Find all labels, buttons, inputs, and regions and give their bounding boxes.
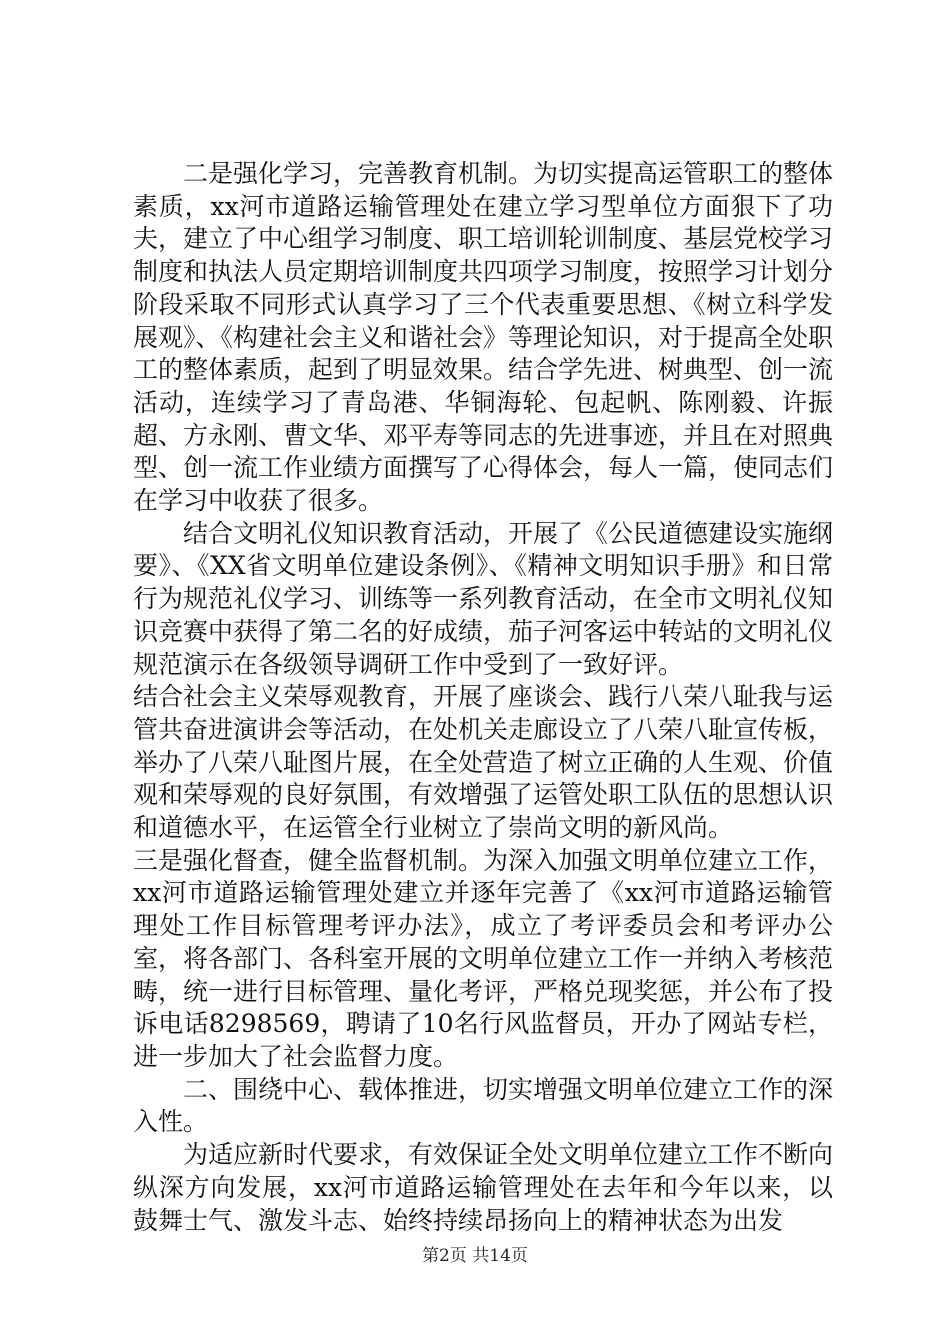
- paragraph-etiquette-education: 结合文明礼仪知识教育活动，开展了《公民道德建设实施纲要》、《XX省文明单位建设条例》、《精神文明知识手册》和日常行为规范礼仪学习、训练等一系列教育活动，在全市文明礼仪知识竞赛中获得了第二名的好成绩，茄子河客运中转站的文明礼仪规范演示在各级领导调研工作中受到了一致好评。: [133, 518, 834, 679]
- page-footer: 第2页 共14页: [422, 1246, 528, 1266]
- paragraph-strengthen-learning: 二是强化学习，完善教育机制。为切实提高运管职工的整体素质，xx河市道路运输管理处在建立学习型单位方面狠下了功夫，建立了中心组学习制度、职工培训轮训制度、基层党校学习制度和执法人员定期培训制度共四项学习制度，按照学习计划分阶段采取不同形式认真学习了三个代表重要思想、《树立科学发展观》、《构建社会主义和谐社会》等理论知识，对于提高全处职工的整体素质，起到了明显效果。结合学先进、树典型、创一流活动，连续学习了青岛港、华铜海轮、包起帆、陈刚毅、许振超、方永刚、曹文华、邓平寿等同志的先进事迹，并且在对照典型、创一流工作业绩方面撰写了心得体会，每人一篇，使同志们在学习中收获了很多。: [133, 159, 834, 516]
- paragraph-strengthen-supervision: 三是强化督查，健全监督机制。为深入加强文明单位建立工作，xx河市道路运输管理处建立并逐年完善了《xx河市道路运输管理处工作目标管理考评办法》，成立了考评委员会和考评办公室，将各部门、各科室开展的文明单位建立工作一并纳入考核范畴，统一进行目标管理、量化考评，严格兑现奖惩，并公布了投诉电话8298569，聘请了10名行风监督员，开办了网站专栏，进一步加大了社会监督力度。: [133, 845, 834, 1071]
- section-heading-two: 二、围绕中心、载体推进，切实增强文明单位建立工作的深入性。: [133, 1074, 834, 1137]
- paragraph-new-era-requirements: 为适应新时代要求，有效保证全处文明单位建立工作不断向纵深方向发展，xx河市道路运输管理处在去年和今年以来，以鼓舞士气、激发斗志、始终持续昂扬向上的精神状态为出发: [133, 1140, 834, 1235]
- paragraph-honor-disgrace-education: 结合社会主义荣辱观教育，开展了座谈会、践行八荣八耻我与运管共奋进演讲会等活动，在处机关走廊设立了八荣八耻宣传板，举办了八荣八耻图片展，在全处营造了树立正确的人生观、价值观和荣辱观的良好氛围，有效增强了运管处职工队伍的思想认识和道德水平，在运管全行业树立了崇尚文明的新风尚。: [133, 682, 834, 843]
- document-body: [133, 158, 833, 1237]
